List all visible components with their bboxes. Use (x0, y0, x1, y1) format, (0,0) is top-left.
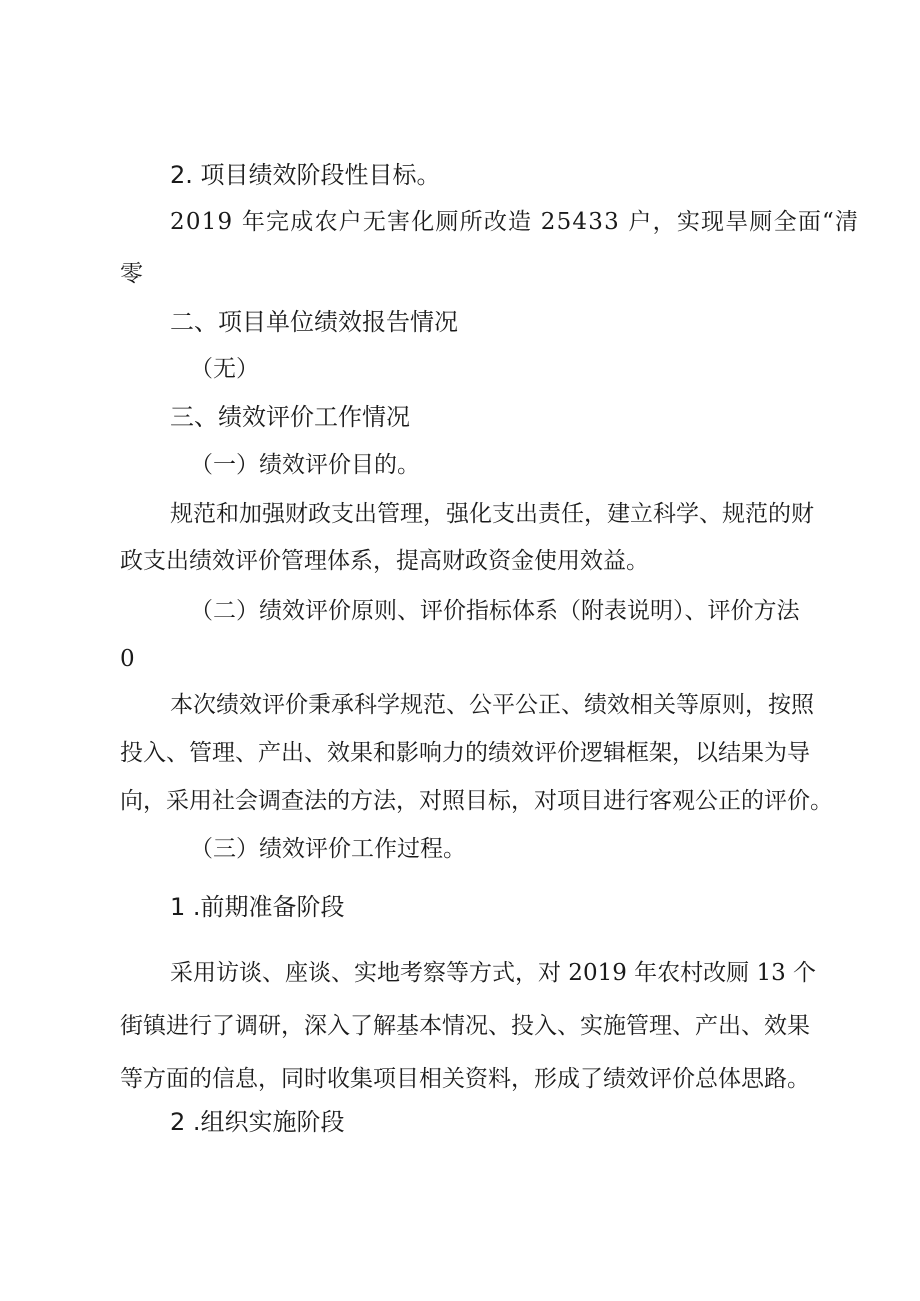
paragraph-line: 投入、管理、产出、效果和影响力的绩效评价逻辑框架，以结果为导 (120, 740, 810, 766)
paragraph-line: 政支出绩效评价管理体系，提高财政资金使用效益。 (120, 548, 649, 574)
stage-heading: 1 .前期准备阶段 (170, 893, 345, 921)
paragraph-line: 街镇进行了调研，深入了解基本情况、投入、实施管理、产出、效果 (120, 1013, 810, 1039)
paragraph-line: 采用访谈、座谈、实地考察等方式，对 2019 年农村改厕 13 个 (170, 960, 817, 986)
subsection-heading: （二）绩效评价原则、评价指标体系（附表说明）、评价方法 (190, 598, 800, 624)
stage-heading: 2 .组织实施阶段 (170, 1108, 345, 1136)
section-heading-3: 三、绩效评价工作情况 (170, 403, 410, 431)
goal-subheading: 2. 项目绩效阶段性目标。 (170, 161, 441, 189)
paragraph-line: 向，采用社会调查法的方法，对照目标，对项目进行客观公正的评价。 (120, 788, 833, 814)
paragraph-line: （无） (190, 356, 259, 382)
subsection-heading: （一）绩效评价目的。 (190, 452, 420, 478)
paragraph-line: 0 (120, 646, 135, 672)
section-heading-2: 二、项目单位绩效报告情况 (170, 308, 458, 336)
paragraph-line: 本次绩效评价秉承科学规范、公平公正、绩效相关等原则，按照 (170, 692, 814, 718)
paragraph-line: 等方面的信息，同时收集项目相关资料，形成了绩效评价总体思路。 (120, 1066, 810, 1092)
paragraph-line: 2019 年完成农户无害化厕所改造 25433 户，实现旱厕全面“清 (170, 209, 860, 235)
paragraph-line: 零 (120, 261, 143, 287)
subsection-heading: （三）绩效评价工作过程。 (190, 836, 466, 862)
paragraph-line: 规范和加强财政支出管理，强化支出责任，建立科学、规范的财 (170, 501, 814, 527)
